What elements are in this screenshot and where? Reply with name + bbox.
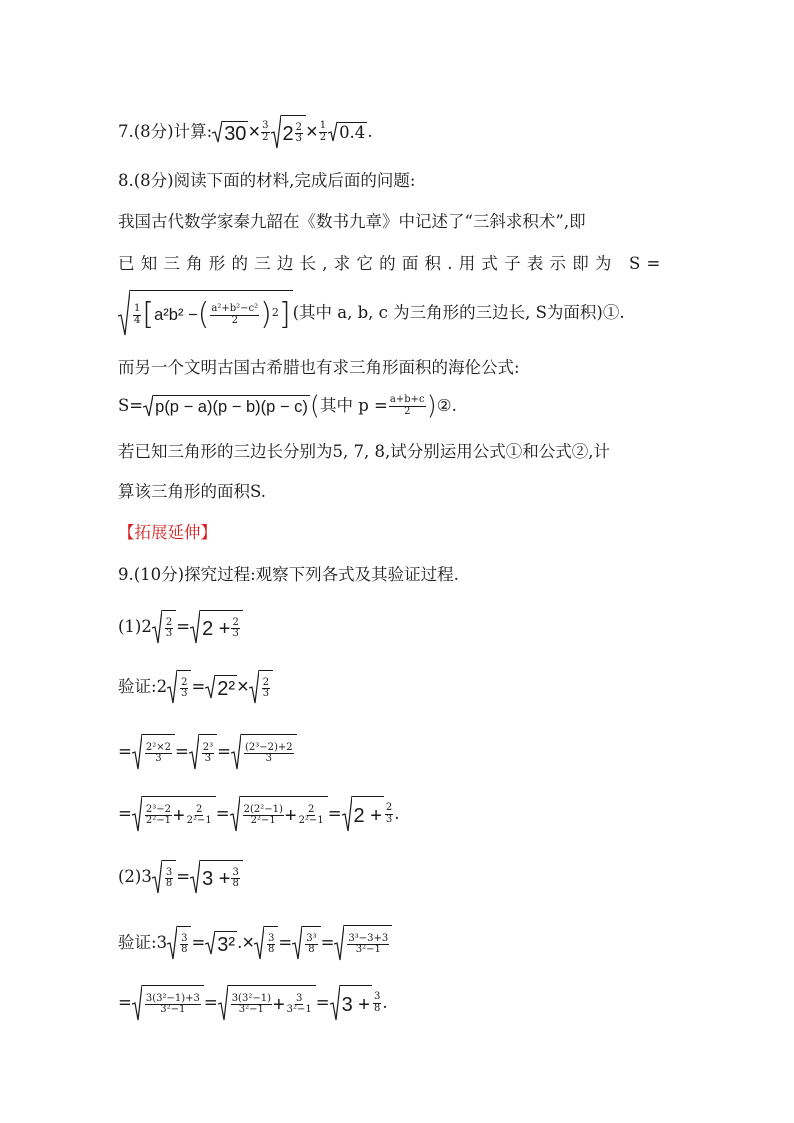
sqrt-2-2-3: 2 $\frac{2}{3}$ (271, 115, 307, 149)
q9-item1-line4: = $\frac{\text{2³−2}}{\text{2²−1}}$ + $\frac{2}{\text{2²−1}}$ = $\frac{\text{2(2²−1)}}{\text{2²−1}}$ + $\frac{2}{\text{2²−1}}$ = 2 + $\frac{2}{3}$ . (118, 796, 400, 832)
q8-title: 8.(8分)阅读下面的材料,完成后面的问题: (118, 171, 416, 190)
q8-para2: 已知三角形的三边长,求它的面积.用式子表示即为 S= (118, 254, 667, 273)
section-heading: 【拓展延伸】 (118, 523, 217, 542)
q8-para1: 我国古代数学家秦九韶在《数书九章》中记述了“三斜求积术”,即 (118, 212, 586, 231)
q8-formula2: S= p(p − a)(p − b)(p − c) (其中 p = $\frac{a+b+c}{2}$ )②. (118, 391, 457, 421)
q9-item1: (1)2 $\frac{2}{3}$ = 2 + $\frac{2}{3}$ (118, 610, 243, 644)
q7-prefix: 7.(8分)计算: (118, 121, 213, 141)
q8-formula1: $\frac{1}{4}$ [ a²b² − ( $\frac{\text{a²+b²−c²}}{2}$ ) 2 ] (其中 a, b, c 为三角形的三边长, S为面积)①. (118, 290, 625, 336)
q9-item1-line3: = $\frac{\text{2²×2}}{3}$ = $\frac{\text{2³}}{3}$ = $\frac{\text{(2³−2)+2}}{3}$ (118, 734, 297, 770)
sqrt-heron: p(p − a)(p − b)(p − c) (143, 395, 310, 417)
sqrt-0-4: 0.4 (328, 122, 367, 142)
q9-item2: (2)3 $\frac{3}{8}$ = 3 + $\frac{3}{8}$ (118, 860, 243, 894)
q9-title: 9.(10分)探究过程:观察下列各式及其验证过程. (118, 565, 459, 584)
sqrt-30: 30 (212, 121, 248, 144)
q9-item2-verify: 验证:3 $\frac{3}{8}$ = 3² .× $\frac{3}{8}$ = $\frac{\text{3³}}{8}$ = $\frac{\text{3³−3+3}}{\text{3²−1}}$ (118, 925, 392, 961)
q7-line: 7.(8分)计算: 30 × $\frac{3}{2}$ 2 $\frac{2}{3}$ × $\frac{1}{2}$ 0.4 . (118, 115, 373, 149)
frac-3-2: $\frac{3}{2}$ (262, 120, 269, 143)
q8-para4: 若已知三角形的三边长分别为5, 7, 8,试分别运用公式①和公式②,计 (118, 442, 610, 461)
q8-para3: 而另一个文明古国古希腊也有求三角形面积的海伦公式: (118, 358, 520, 377)
q9-item1-verify: 验证:2 $\frac{2}{3}$ = 2² × $\frac{2}{3}$ (118, 670, 273, 704)
sqrt-qin-formula: $\frac{1}{4}$ [ a²b² − ( $\frac{\text{a²+b²−c²}}{2}$ ) 2 ] (118, 290, 293, 336)
q8-para5: 算该三角形的面积S. (118, 482, 266, 501)
q9-item2-line3: = $\frac{\text{3(3²−1)+3}}{\text{3²−1}}$ = $\frac{\text{3(3²−1)}}{\text{3²−1}}$ + $\frac{3}{\text{3²−1}}$ = 3 + $\frac{3}{8}$ . (118, 985, 388, 1021)
